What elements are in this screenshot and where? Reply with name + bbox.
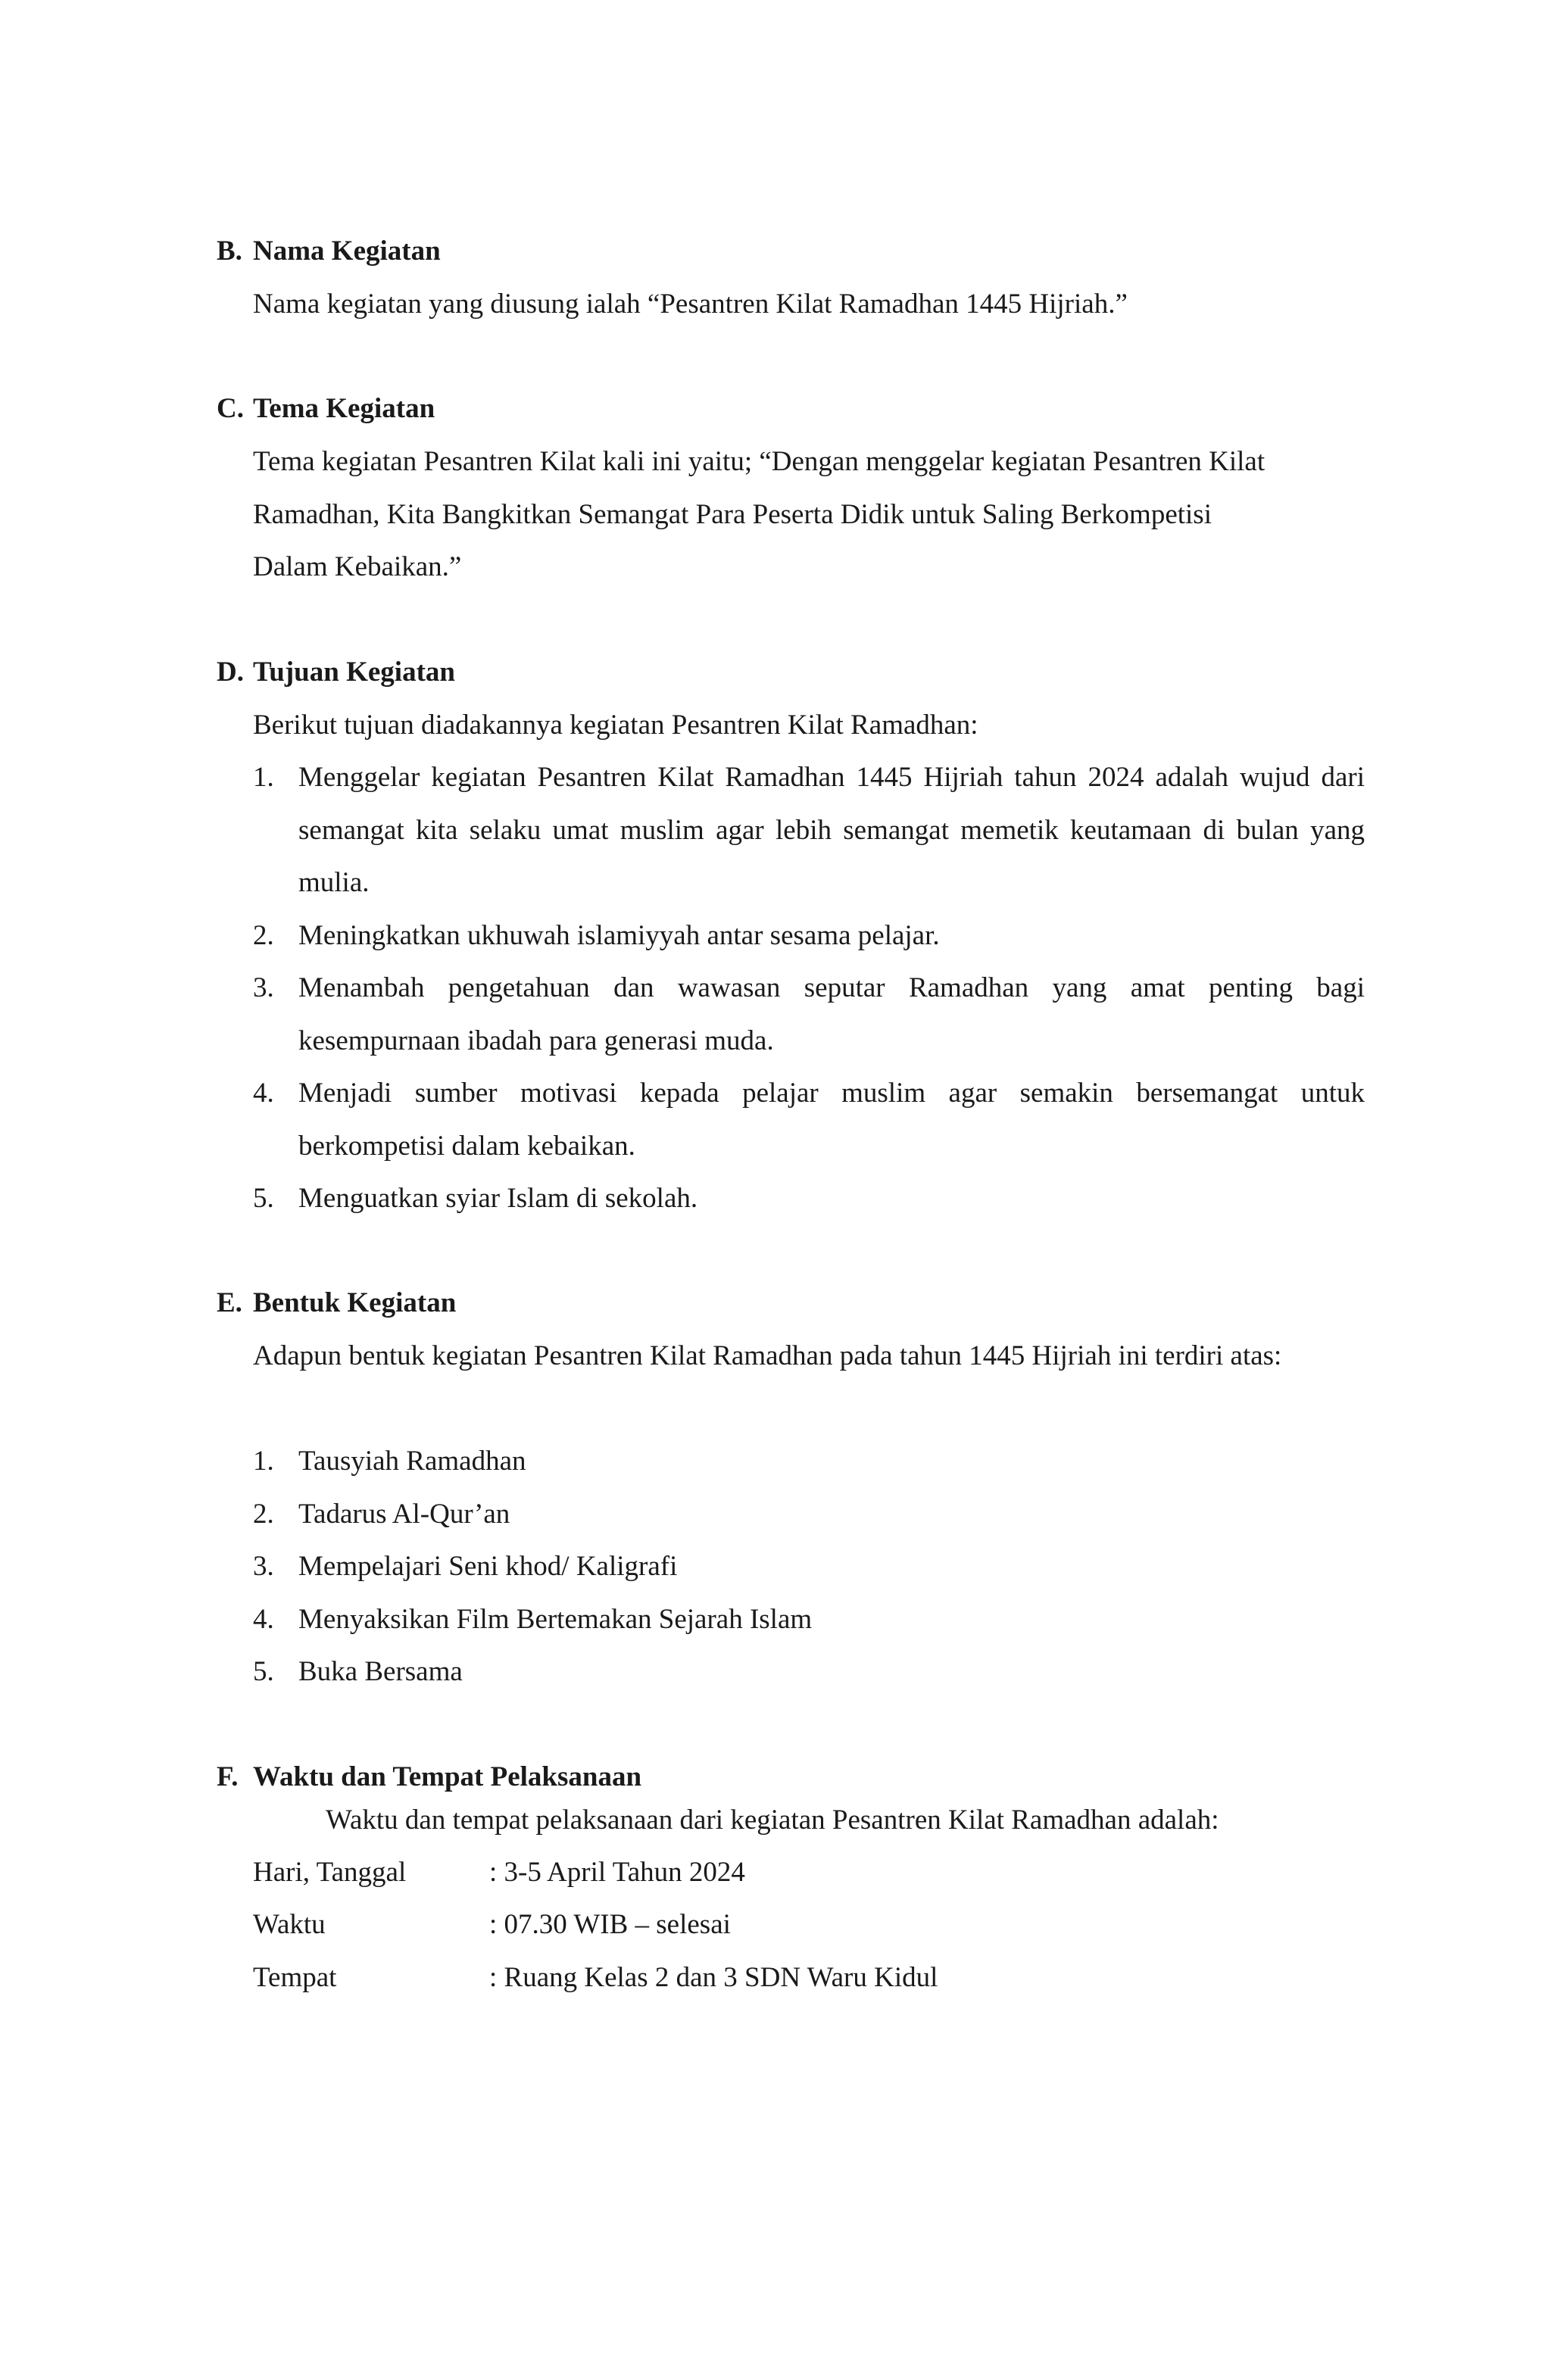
section-d-list: [253, 751, 1365, 1225]
list-item-number: 4.: [253, 1603, 274, 1635]
list-item: [253, 962, 1365, 1067]
list-item: [253, 1645, 1365, 1698]
schedule-label: Tempat: [253, 1962, 337, 1993]
list-item-text: Tausyiah Ramadhan: [298, 1446, 526, 1477]
section-f-letter: F.: [217, 1761, 239, 1792]
list-item-text: Meningkatkan ukhuwah islamiyyah antar sesama pelajar.: [298, 919, 940, 951]
list-item: [253, 1435, 1365, 1488]
section-b-body: Nama kegiatan yang diusung ialah “Pesantren Kilat Ramadhan 1445 Hijriah.”: [253, 289, 1128, 320]
schedule-value: : Ruang Kelas 2 dan 3 SDN Waru Kidul: [489, 1962, 938, 1993]
list-item-text: Menambah pengetahuan dan wawasan seputar Ramadhan yang amat penting bagi kesempurnaan ibadah para generasi muda.: [298, 972, 1365, 1056]
list-item-number: 3.: [253, 1551, 274, 1582]
list-item: [253, 1067, 1365, 1172]
section-d-heading: [217, 656, 455, 688]
list-item: [253, 1593, 1365, 1646]
list-item-number: 3.: [253, 972, 274, 1003]
schedule-row-time: [253, 1908, 731, 1941]
list-item-number: 1.: [253, 1446, 274, 1477]
list-item-number: 2.: [253, 1498, 274, 1530]
list-item-number: 1.: [253, 762, 274, 793]
section-f-intro: Waktu dan tempat pelaksanaan dari kegiatan Pesantren Kilat Ramadhan adalah:: [326, 1804, 1219, 1836]
list-item: [253, 1172, 1365, 1225]
section-c-letter: C.: [217, 393, 244, 424]
section-b-heading: [217, 235, 441, 267]
section-c-body: [253, 435, 1365, 594]
section-e-title: Bentuk Kegiatan: [253, 1287, 457, 1318]
list-item-text: Menggelar kegiatan Pesantren Kilat Ramadhan 1445 Hijriah tahun 2024 adalah wujud dari semangat kita selaku umat muslim agar lebih semangat memetik keutamaan di bulan yang mulia.: [298, 762, 1365, 898]
schedule-label: Waktu: [253, 1909, 326, 1940]
section-e-letter: E.: [217, 1287, 242, 1318]
section-d-intro: Berikut tujuan diadakannya kegiatan Pesantren Kilat Ramadhan:: [253, 710, 978, 741]
section-c-line-3: Dalam Kebaikan.”: [253, 551, 462, 582]
list-item-number: 4.: [253, 1078, 274, 1109]
section-b-title: Nama Kegiatan: [253, 236, 441, 267]
list-item-number: 5.: [253, 1183, 274, 1214]
section-e-heading: [217, 1287, 456, 1319]
schedule-label: Hari, Tanggal: [253, 1857, 407, 1888]
list-item-number: 5.: [253, 1656, 274, 1687]
section-e-list: [253, 1435, 1365, 1698]
section-f-heading: [217, 1761, 641, 1793]
list-item: [253, 1540, 1365, 1593]
section-d-title: Tujuan Kegiatan: [253, 657, 455, 688]
list-item-text: Mempelajari Seni khod/ Kaligrafi: [298, 1551, 678, 1582]
schedule-value: : 07.30 WIB – selesai: [489, 1909, 731, 1940]
section-c-line-2: Ramadhan, Kita Bangkitkan Semangat Para Peserta Didik untuk Saling Berkompetisi: [253, 498, 1212, 530]
list-item-text: Menguatkan syiar Islam di sekolah.: [298, 1183, 698, 1214]
list-item-text: Menjadi sumber motivasi kepada pelajar muslim agar semakin bersemangat untuk berkompetisi dalam kebaikan.: [298, 1078, 1365, 1162]
section-b-letter: B.: [217, 236, 242, 267]
schedule-row-place: [253, 1961, 938, 1994]
section-c-heading: [217, 392, 435, 425]
list-item: [253, 751, 1365, 909]
list-item: [253, 1488, 1365, 1541]
schedule-row-date: [253, 1856, 745, 1889]
list-item-text: Tadarus Al-Qur’an: [298, 1498, 510, 1530]
section-e-intro: Adapun bentuk kegiatan Pesantren Kilat Ramadhan pada tahun 1445 Hijriah ini terdiri atas:: [253, 1340, 1282, 1371]
list-item-text: Buka Bersama: [298, 1656, 463, 1687]
list-item-number: 2.: [253, 919, 274, 951]
section-d-letter: D.: [217, 657, 244, 688]
section-c-title: Tema Kegiatan: [253, 393, 435, 424]
section-f-title: Waktu dan Tempat Pelaksanaan: [253, 1761, 642, 1792]
schedule-value: : 3-5 April Tahun 2024: [489, 1857, 745, 1888]
list-item-text: Menyaksikan Film Bertemakan Sejarah Islam: [298, 1603, 813, 1635]
list-item: [253, 909, 1365, 962]
section-c-line-1: Tema kegiatan Pesantren Kilat kali ini yaitu; “Dengan menggelar kegiatan Pesantren Kilat: [253, 446, 1265, 477]
